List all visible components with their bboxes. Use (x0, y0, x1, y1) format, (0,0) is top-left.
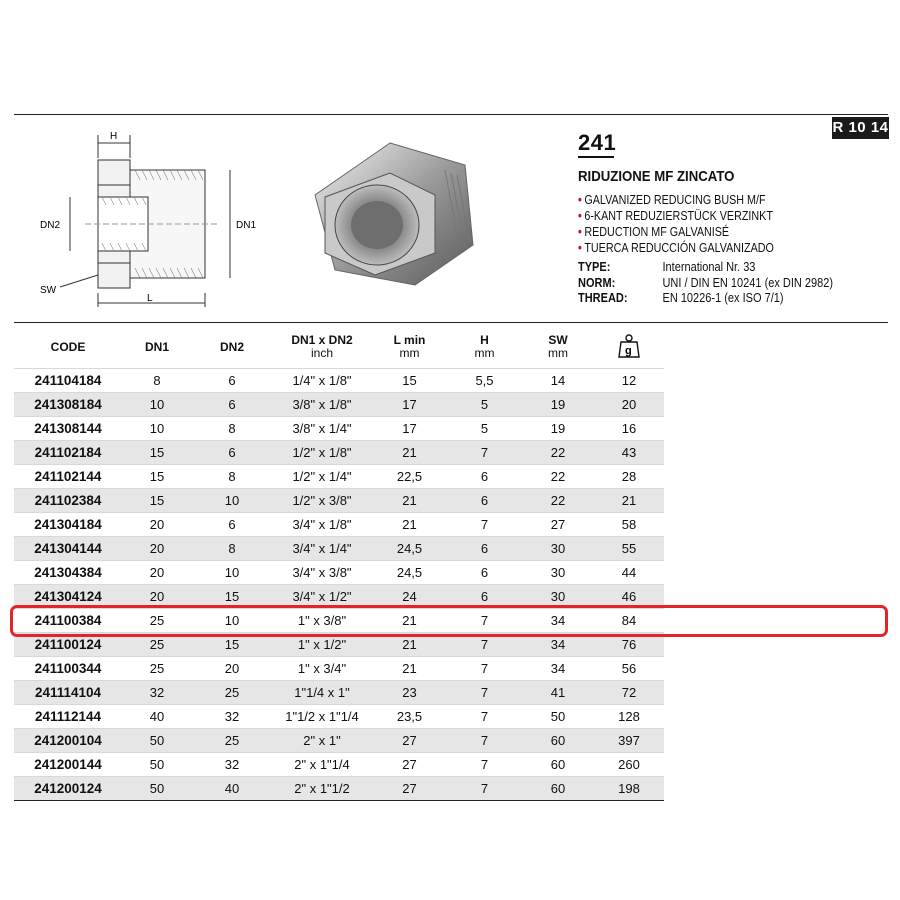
cell-sw: 30 (522, 585, 594, 609)
table-body (14, 369, 664, 801)
cell-dn2: 6 (192, 441, 272, 465)
cell-h: 7 (447, 609, 522, 633)
cell-code: 241304384 (14, 561, 122, 585)
cell-code: 241100384 (14, 609, 122, 633)
product-photo (295, 135, 485, 300)
cell-dn1xdn2: 3/4" x 1/2" (272, 585, 372, 609)
dim-dn1-label: DN1 (236, 220, 257, 231)
table-row (14, 441, 664, 465)
cell-weight: 72 (594, 681, 664, 705)
description-item: • 6-KANT REDUZIERSTÜCK VERZINKT (578, 209, 773, 223)
weight-icon (618, 333, 640, 359)
cell-dn1: 40 (122, 705, 192, 729)
cell-code: 241304124 (14, 585, 122, 609)
cell-sw: 34 (522, 633, 594, 657)
cell-code: 241304144 (14, 537, 122, 561)
cell-dn1: 32 (122, 681, 192, 705)
cell-lmin: 27 (372, 753, 447, 777)
cell-sw: 22 (522, 441, 594, 465)
cell-weight: 20 (594, 393, 664, 417)
cell-code: 241308184 (14, 393, 122, 417)
cell-sw: 19 (522, 417, 594, 441)
cell-dn2: 32 (192, 705, 272, 729)
cell-dn1: 50 (122, 729, 192, 753)
cell-dn1: 25 (122, 633, 192, 657)
header-code: CODE (50, 339, 86, 354)
cell-dn1: 20 (122, 537, 192, 561)
cell-code: 241200144 (14, 753, 122, 777)
cell-dn1: 8 (122, 369, 192, 393)
cell-dn1xdn2: 1"1/4 x 1" (272, 681, 372, 705)
cell-lmin: 23,5 (372, 705, 447, 729)
cell-weight: 56 (594, 657, 664, 681)
table-row (14, 369, 664, 393)
product-number: 241 (578, 130, 617, 155)
header-dn1xdn2: DN1 x DN2 inch (291, 333, 353, 360)
highlighted-row-outline (10, 605, 888, 637)
cell-weight: 16 (594, 417, 664, 441)
cell-lmin: 27 (372, 777, 447, 801)
cell-h: 5 (447, 393, 522, 417)
cell-dn2: 25 (192, 681, 272, 705)
technical-drawing (30, 125, 280, 315)
product-specs (578, 260, 833, 307)
dim-sw-label: SW (40, 285, 57, 296)
cell-dn1: 20 (122, 561, 192, 585)
cell-sw: 27 (522, 513, 594, 537)
cell-code: 241104184 (14, 369, 122, 393)
cell-h: 7 (447, 681, 522, 705)
cell-dn2: 40 (192, 777, 272, 801)
cell-weight: 260 (594, 753, 664, 777)
cell-dn2: 10 (192, 489, 272, 513)
cell-dn2: 6 (192, 513, 272, 537)
cell-h: 7 (447, 753, 522, 777)
cell-dn2: 6 (192, 393, 272, 417)
cell-weight: 12 (594, 369, 664, 393)
cell-code: 241200104 (14, 729, 122, 753)
bullet-icon: • (578, 241, 582, 255)
cell-h: 6 (447, 537, 522, 561)
cell-code: 241112144 (14, 705, 122, 729)
cell-sw: 34 (522, 609, 594, 633)
cell-h: 6 (447, 489, 522, 513)
cell-h: 6 (447, 561, 522, 585)
bullet-icon: • (578, 209, 582, 223)
cell-sw: 22 (522, 489, 594, 513)
cell-dn2: 32 (192, 753, 272, 777)
cell-dn1xdn2: 2" x 1"1/2 (272, 777, 372, 801)
cell-code: 241308144 (14, 417, 122, 441)
cell-lmin: 17 (372, 417, 447, 441)
cell-sw: 60 (522, 729, 594, 753)
cell-dn2: 8 (192, 417, 272, 441)
cell-dn1xdn2: 1" x 3/8" (272, 609, 372, 633)
header-h: H mm (474, 333, 495, 360)
cell-sw: 34 (522, 657, 594, 681)
description-item: • GALVANIZED REDUCING BUSH M/F (578, 193, 766, 207)
cell-dn1xdn2: 1" x 1/2" (272, 633, 372, 657)
cell-dn1: 25 (122, 609, 192, 633)
cell-dn2: 15 (192, 585, 272, 609)
header-dn2: DN2 (219, 339, 244, 354)
cell-code: 241200124 (14, 777, 122, 801)
cell-dn1xdn2: 2" x 1" (272, 729, 372, 753)
cell-dn2: 15 (192, 633, 272, 657)
cell-dn1xdn2: 1/2" x 3/8" (272, 489, 372, 513)
product-title: RIDUZIONE MF ZINCATO (578, 168, 735, 185)
header-lmin: L min mm (393, 333, 426, 360)
cell-lmin: 21 (372, 489, 447, 513)
cell-dn1: 15 (122, 441, 192, 465)
product-table (14, 326, 664, 801)
cell-dn2: 10 (192, 609, 272, 633)
cell-code: 241102184 (14, 441, 122, 465)
cell-dn1xdn2: 2" x 1"1/4 (272, 753, 372, 777)
table-row (14, 465, 664, 489)
cell-lmin: 21 (372, 513, 447, 537)
cell-code: 241100124 (14, 633, 122, 657)
cell-h: 6 (447, 465, 522, 489)
cell-weight: 128 (594, 705, 664, 729)
table-top-divider (14, 322, 888, 323)
description-item: • TUERCA REDUCCIÓN GALVANIZADO (578, 241, 774, 255)
cell-lmin: 27 (372, 729, 447, 753)
cell-dn1xdn2: 1/2" x 1/4" (272, 465, 372, 489)
cell-code: 241102144 (14, 465, 122, 489)
cell-dn2: 10 (192, 561, 272, 585)
table-row (14, 513, 664, 537)
cell-sw: 50 (522, 705, 594, 729)
table-row (14, 393, 664, 417)
table-header (14, 326, 664, 369)
table-row (14, 417, 664, 441)
cell-dn1xdn2: 1" x 3/4" (272, 657, 372, 681)
cell-dn1: 10 (122, 393, 192, 417)
cell-lmin: 24,5 (372, 561, 447, 585)
cell-weight: 43 (594, 441, 664, 465)
table-row (14, 705, 664, 729)
dim-dn2-label: DN2 (40, 220, 61, 231)
cell-lmin: 17 (372, 393, 447, 417)
table-row (14, 729, 664, 753)
cell-sw: 19 (522, 393, 594, 417)
cell-weight: 58 (594, 513, 664, 537)
cell-weight: 55 (594, 537, 664, 561)
cell-code: 241102384 (14, 489, 122, 513)
cell-dn1: 50 (122, 777, 192, 801)
header-dn1: DN1 (144, 339, 169, 354)
cell-dn2: 8 (192, 537, 272, 561)
cell-dn1xdn2: 3/4" x 3/8" (272, 561, 372, 585)
table-row (14, 489, 664, 513)
header-sw: SW mm (548, 333, 568, 360)
catalog-code-tag: R 10 14 (832, 117, 889, 139)
spec-thread: THREAD: EN 10226-1 (ex ISO 7/1) (578, 291, 784, 305)
cell-h: 7 (447, 657, 522, 681)
cell-dn1: 20 (122, 585, 192, 609)
cell-dn1: 25 (122, 657, 192, 681)
cell-dn1xdn2: 1"1/2 x 1"1/4 (272, 705, 372, 729)
table-row (14, 753, 664, 777)
cell-h: 7 (447, 513, 522, 537)
header-weight (594, 326, 664, 369)
cell-lmin: 24 (372, 585, 447, 609)
cell-lmin: 24,5 (372, 537, 447, 561)
cell-dn1xdn2: 1/4" x 1/8" (272, 369, 372, 393)
cell-weight: 198 (594, 777, 664, 801)
dim-h-label: H (110, 131, 118, 142)
spec-norm: NORM: UNI / DIN EN 10241 (ex DIN 2982) (578, 275, 834, 290)
cell-dn1: 50 (122, 753, 192, 777)
cell-sw: 30 (522, 537, 594, 561)
cell-dn2: 8 (192, 465, 272, 489)
cell-h: 6 (447, 585, 522, 609)
cell-h: 5,5 (447, 369, 522, 393)
table-row (14, 657, 664, 681)
table-row (14, 537, 664, 561)
cell-h: 7 (447, 729, 522, 753)
table-row (14, 681, 664, 705)
cell-sw: 60 (522, 753, 594, 777)
bullet-icon: • (578, 193, 582, 207)
cell-lmin: 15 (372, 369, 447, 393)
cell-lmin: 23 (372, 681, 447, 705)
cell-h: 7 (447, 705, 522, 729)
bullet-icon: • (578, 225, 582, 239)
product-descriptions (578, 192, 774, 256)
cell-dn1xdn2: 3/8" x 1/4" (272, 417, 372, 441)
cell-dn1: 20 (122, 513, 192, 537)
product-number-underline (578, 156, 614, 158)
cell-weight: 46 (594, 585, 664, 609)
svg-text:g: g (625, 344, 632, 357)
cell-sw: 14 (522, 369, 594, 393)
table-row (14, 561, 664, 585)
cell-dn2: 25 (192, 729, 272, 753)
cell-sw: 30 (522, 561, 594, 585)
dim-l-label: L (147, 293, 153, 304)
spec-type: TYPE: International Nr. 33 (578, 260, 756, 274)
cell-code: 241114104 (14, 681, 122, 705)
cell-weight: 397 (594, 729, 664, 753)
cell-dn1xdn2: 3/8" x 1/8" (272, 393, 372, 417)
cell-dn1xdn2: 3/4" x 1/8" (272, 513, 372, 537)
cell-dn2: 6 (192, 369, 272, 393)
cell-weight: 28 (594, 465, 664, 489)
cell-dn1: 15 (122, 489, 192, 513)
cell-lmin: 21 (372, 657, 447, 681)
top-divider (14, 114, 888, 115)
cell-h: 5 (447, 417, 522, 441)
cell-dn1: 15 (122, 465, 192, 489)
cell-h: 7 (447, 441, 522, 465)
cell-dn1xdn2: 1/2" x 1/8" (272, 441, 372, 465)
cell-sw: 41 (522, 681, 594, 705)
cell-dn2: 20 (192, 657, 272, 681)
cell-dn1: 10 (122, 417, 192, 441)
cell-dn1xdn2: 3/4" x 1/4" (272, 537, 372, 561)
cell-lmin: 22,5 (372, 465, 447, 489)
cell-lmin: 21 (372, 441, 447, 465)
cell-weight: 84 (594, 609, 664, 633)
cell-sw: 60 (522, 777, 594, 801)
cell-h: 7 (447, 777, 522, 801)
cell-lmin: 21 (372, 609, 447, 633)
cell-weight: 44 (594, 561, 664, 585)
cell-sw: 22 (522, 465, 594, 489)
cell-code: 241100344 (14, 657, 122, 681)
cell-h: 7 (447, 633, 522, 657)
description-item: • REDUCTION MF GALVANISÉ (578, 225, 730, 239)
table-row (14, 777, 664, 801)
cell-lmin: 21 (372, 633, 447, 657)
cell-code: 241304184 (14, 513, 122, 537)
cell-weight: 21 (594, 489, 664, 513)
cell-weight: 76 (594, 633, 664, 657)
